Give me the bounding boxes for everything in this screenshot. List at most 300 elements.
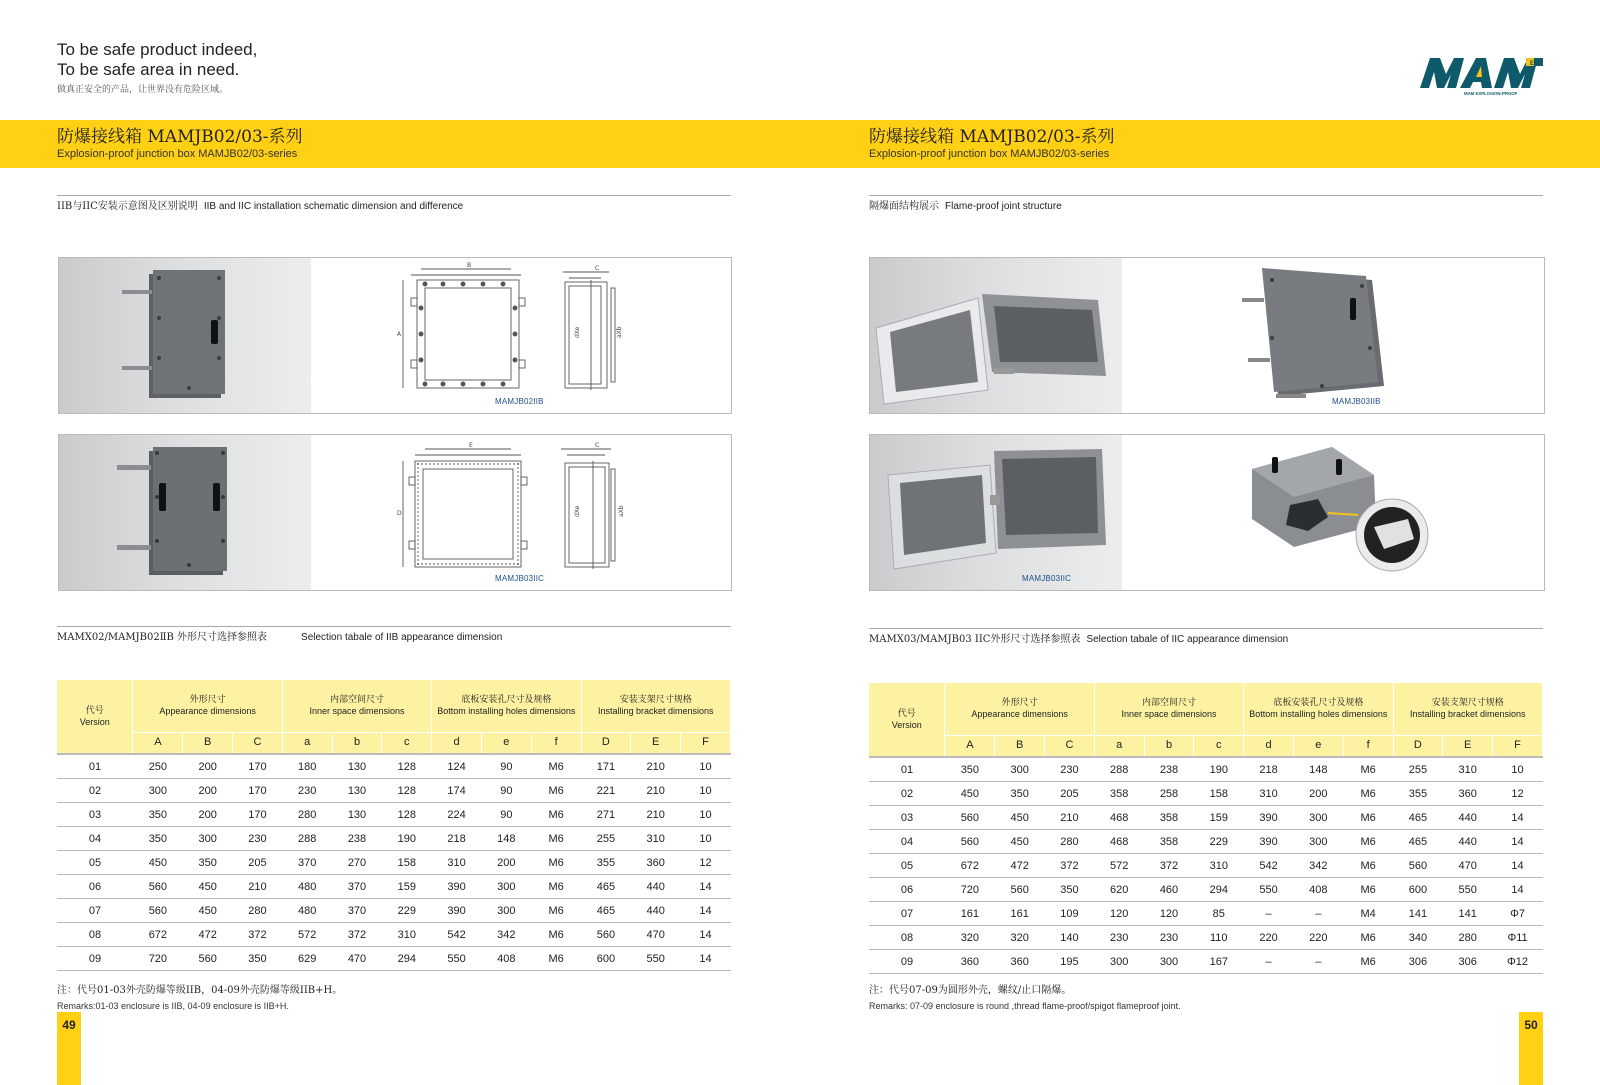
table-cell: 14 — [1493, 830, 1543, 854]
table-cell: 310 — [631, 827, 681, 851]
table-row — [57, 851, 731, 875]
table-cell: 440 — [1443, 806, 1493, 830]
table-cell: M6 — [1343, 950, 1393, 974]
column-header: a — [282, 732, 332, 754]
figure-mamjb03-iib — [869, 257, 1545, 414]
column-header: E — [1443, 735, 1493, 757]
table-cell: 306 — [1393, 950, 1443, 974]
table-cell: Φ11 — [1493, 926, 1543, 950]
left-remark-en: Remarks:01-03 enclosure is IIB, 04-09 enclosure is IIB+H. — [57, 1001, 289, 1011]
table-cell: 342 — [481, 923, 531, 947]
svg-text:MAM EXPLOSION-PROOF: MAM EXPLOSION-PROOF — [1464, 91, 1518, 96]
dim-label-axb2: aXb — [618, 505, 625, 517]
table-cell: 672 — [133, 923, 183, 947]
table-row — [869, 806, 1543, 830]
left-section-en: IIB and IIC installation schematic dimension and difference — [203, 201, 464, 212]
table-cell: 480 — [282, 899, 332, 923]
table-cell: M6 — [531, 923, 581, 947]
table-cell: 310 — [1443, 757, 1493, 782]
dim-label-a: A — [397, 331, 402, 338]
table-cell: 230 — [1144, 926, 1194, 950]
table-cell: 572 — [282, 923, 332, 947]
photo-junction-box-iic — [59, 435, 311, 590]
right-title-en: Explosion-proof junction box MAMJB02/03-series — [869, 148, 1110, 160]
render-box-iic-cutaway — [1122, 435, 1544, 590]
table-cell: 465 — [581, 899, 631, 923]
table-cell: 560 — [945, 830, 995, 854]
table-cell: M6 — [531, 875, 581, 899]
table-cell: 320 — [995, 926, 1045, 950]
table-cell: 271 — [581, 803, 631, 827]
table-cell: 159 — [382, 875, 432, 899]
table-cell: 450 — [183, 899, 233, 923]
table-cell: M6 — [531, 779, 581, 803]
table-cell: 310 — [382, 923, 432, 947]
slogan-line-2: To be safe area in need. — [57, 60, 240, 79]
table-cell: 148 — [1293, 757, 1343, 782]
table-cell: 465 — [1393, 830, 1443, 854]
table-cell: 229 — [1194, 830, 1244, 854]
table-cell: 300 — [1293, 806, 1343, 830]
table-row — [57, 899, 731, 923]
table-cell: 210 — [631, 803, 681, 827]
table-cell: 372 — [1144, 854, 1194, 878]
table-cell: – — [1293, 950, 1343, 974]
table-cell: 128 — [382, 754, 432, 779]
right-page-number: 50 — [1519, 1012, 1543, 1085]
table-cell: 470 — [631, 923, 681, 947]
right-table-title-en: Selection tabale of IIC appearance dimension — [1086, 634, 1289, 645]
table-cell: 620 — [1094, 878, 1144, 902]
table-cell: 09 — [57, 947, 133, 971]
table-cell: M6 — [531, 827, 581, 851]
table-cell: 550 — [1244, 878, 1294, 902]
table-cell: 170 — [233, 754, 283, 779]
table-row — [57, 827, 731, 851]
left-page-number: 49 — [57, 1012, 81, 1085]
table-cell: 288 — [282, 827, 332, 851]
table-cell: 358 — [1144, 806, 1194, 830]
table-cell: 10 — [681, 827, 731, 851]
table-cell: 440 — [1443, 830, 1493, 854]
table-cell: 300 — [183, 827, 233, 851]
table-cell: 355 — [1393, 782, 1443, 806]
left-title-en: Explosion-proof junction box MAMJB02/03-series — [57, 148, 298, 160]
table-cell: M6 — [1343, 782, 1393, 806]
table-row — [57, 779, 731, 803]
table-cell: M6 — [1343, 926, 1393, 950]
left-table-title-en: Selection tabale of IIB appearance dimension — [301, 632, 503, 643]
table-cell: 300 — [1293, 830, 1343, 854]
table-cell: 340 — [1393, 926, 1443, 950]
table-cell: 560 — [945, 806, 995, 830]
column-header: D — [1393, 735, 1443, 757]
table-cell: 210 — [233, 875, 283, 899]
column-header: e — [1293, 735, 1343, 757]
header-holes: 底板安装孔尺寸及规格 Bottom installing holes dimensions — [432, 680, 581, 732]
table-cell: 450 — [133, 851, 183, 875]
table-cell: 190 — [382, 827, 432, 851]
table-cell: 141 — [1393, 902, 1443, 926]
table-cell: 158 — [382, 851, 432, 875]
table-cell: 04 — [57, 827, 133, 851]
table-cell: 372 — [1045, 854, 1095, 878]
table-cell: 04 — [869, 830, 945, 854]
table-cell: 450 — [995, 830, 1045, 854]
header-inner: 内部空间尺寸 Inner space dimensions — [282, 680, 431, 732]
table-cell: 550 — [631, 947, 681, 971]
right-remarks — [869, 983, 1181, 1013]
table-cell: M6 — [1343, 757, 1393, 782]
table-cell: 550 — [1443, 878, 1493, 902]
table-row — [869, 757, 1543, 782]
table-cell: – — [1244, 902, 1294, 926]
table-cell: 560 — [1393, 854, 1443, 878]
table-cell: 480 — [282, 875, 332, 899]
table-cell: 130 — [332, 754, 382, 779]
slogan — [57, 40, 257, 95]
table-cell: 465 — [1393, 806, 1443, 830]
table-cell: 12 — [681, 851, 731, 875]
table-cell: 02 — [869, 782, 945, 806]
table-cell: 07 — [57, 899, 133, 923]
table-row — [57, 803, 731, 827]
figure-mamjb02-iib — [58, 257, 732, 414]
dim-label-dxe: dXe — [574, 326, 581, 338]
table-cell: 14 — [1493, 878, 1543, 902]
figure-mamjb03-iic-right — [869, 434, 1545, 591]
table-cell: 128 — [382, 779, 432, 803]
table-row — [869, 854, 1543, 878]
table-row — [869, 950, 1543, 974]
table-cell: – — [1293, 902, 1343, 926]
table-cell: 350 — [995, 782, 1045, 806]
table-cell: 300 — [1144, 950, 1194, 974]
right-title-cn: 防爆接线箱 MAMJB02/03-系列 — [869, 127, 1115, 147]
table-cell: 130 — [332, 803, 382, 827]
table-cell: 90 — [481, 803, 531, 827]
table-cell: 14 — [1493, 806, 1543, 830]
table-cell: 03 — [57, 803, 133, 827]
column-header: B — [183, 732, 233, 754]
table-cell: 120 — [1144, 902, 1194, 926]
column-header: A — [133, 732, 183, 754]
left-title-cn: 防爆接线箱 MAMJB02/03-系列 — [57, 127, 303, 147]
table-cell: 229 — [382, 899, 432, 923]
table-row — [869, 902, 1543, 926]
table-cell: 310 — [1194, 854, 1244, 878]
table-cell: 550 — [432, 947, 482, 971]
table-row — [869, 782, 1543, 806]
column-header: D — [581, 732, 631, 754]
table-cell: 390 — [432, 899, 482, 923]
header-inner: 内部空间尺寸 Inner space dimensions — [1094, 683, 1243, 735]
column-header: c — [382, 732, 432, 754]
table-cell: M6 — [531, 803, 581, 827]
table-cell: 220 — [1293, 926, 1343, 950]
table-cell: 350 — [945, 757, 995, 782]
table-cell: 720 — [945, 878, 995, 902]
table-cell: 14 — [681, 899, 731, 923]
dim-label-axb: aXb — [616, 326, 623, 338]
table-cell: M6 — [1343, 878, 1393, 902]
table-cell: 300 — [995, 757, 1045, 782]
table-cell: 10 — [681, 754, 731, 779]
table-cell: M6 — [531, 947, 581, 971]
table-cell: 171 — [581, 754, 631, 779]
photo-junction-box-iib — [59, 258, 311, 413]
table-cell: 90 — [481, 779, 531, 803]
header-appearance: 外形尺寸 Appearance dimensions — [945, 683, 1094, 735]
table-cell: 230 — [1094, 926, 1144, 950]
table-cell: 360 — [1443, 782, 1493, 806]
table-cell: 342 — [1293, 854, 1343, 878]
table-cell: 355 — [581, 851, 631, 875]
table-cell: 450 — [945, 782, 995, 806]
table-cell: 205 — [233, 851, 283, 875]
column-header: E — [631, 732, 681, 754]
caption-mamjb02-iib: MAMJB02IIB — [495, 397, 544, 406]
table-cell: 320 — [945, 926, 995, 950]
table-cell: 220 — [1244, 926, 1294, 950]
table-cell: 255 — [581, 827, 631, 851]
drawing-mamjb02-iib — [311, 258, 731, 413]
table-cell: 07 — [869, 902, 945, 926]
right-dimension-table — [869, 683, 1543, 974]
column-header: c — [1194, 735, 1244, 757]
column-header: B — [995, 735, 1045, 757]
table-cell: 12 — [1493, 782, 1543, 806]
table-cell: 14 — [1493, 854, 1543, 878]
left-page-title — [57, 126, 303, 161]
caption-mamjb03-iic: MAMJB03IIC — [495, 574, 545, 583]
table-cell: 300 — [1094, 950, 1144, 974]
column-header: f — [1343, 735, 1393, 757]
table-cell: 390 — [432, 875, 482, 899]
table-cell: 542 — [1244, 854, 1294, 878]
table-cell: 310 — [432, 851, 482, 875]
table-cell: 280 — [233, 899, 283, 923]
table-cell: 560 — [183, 947, 233, 971]
table-cell: 230 — [282, 779, 332, 803]
header-bracket: 安装支架尺寸规格 Installing bracket dimensions — [581, 680, 730, 732]
column-header: e — [481, 732, 531, 754]
table-cell: 468 — [1094, 830, 1144, 854]
column-header: a — [1094, 735, 1144, 757]
table-row — [57, 947, 731, 971]
dim-label-c: C — [595, 265, 600, 272]
table-cell: 350 — [133, 803, 183, 827]
slogan-line-1: To be safe product indeed, — [57, 40, 258, 59]
right-table-title-cn: MAMX03/MAMJB03 IIC外形尺寸选择参照表 — [869, 634, 1081, 645]
table-cell: M6 — [1343, 830, 1393, 854]
right-section-flameproof — [869, 195, 1543, 216]
table-cell: 294 — [382, 947, 432, 971]
column-header: A — [945, 735, 995, 757]
table-cell: 170 — [233, 779, 283, 803]
table-cell: 672 — [945, 854, 995, 878]
table-row — [869, 878, 1543, 902]
table-cell: 140 — [1045, 926, 1095, 950]
table-cell: 120 — [1094, 902, 1144, 926]
table-cell: 01 — [869, 757, 945, 782]
table-cell: 370 — [282, 851, 332, 875]
table-cell: 238 — [332, 827, 382, 851]
table-cell: 224 — [432, 803, 482, 827]
table-cell: 148 — [481, 827, 531, 851]
photo-open-box-iic — [870, 435, 1122, 590]
column-header: C — [233, 732, 283, 754]
left-section-cn: IIB与IIC安装示意图及区别说明 — [57, 201, 198, 212]
table-cell: 360 — [945, 950, 995, 974]
header-version: 代号 Version — [869, 683, 945, 757]
table-cell: 310 — [1244, 782, 1294, 806]
table-cell: 358 — [1144, 830, 1194, 854]
column-header: f — [531, 732, 581, 754]
left-section-installation — [57, 195, 731, 216]
table-cell: 230 — [233, 827, 283, 851]
table-cell: 200 — [481, 851, 531, 875]
table-cell: 190 — [1194, 757, 1244, 782]
table-row — [57, 923, 731, 947]
slogan-chinese: 做真正安全的产品，让世界没有危险区域。 — [57, 85, 229, 95]
table-cell: 350 — [1045, 878, 1095, 902]
right-remark-en: Remarks: 07-09 enclosure is round ,thread flame-proof/spigot flameproof joint. — [869, 1001, 1181, 1011]
left-table-title-cn: MAMX02/MAMJB02ⅡB 外形尺寸选择参照表 — [57, 632, 268, 643]
table-cell: 161 — [995, 902, 1045, 926]
table-cell: 600 — [1393, 878, 1443, 902]
table-row — [57, 875, 731, 899]
caption-mamjb03-iic-right: MAMJB03IIC — [1022, 574, 1072, 583]
table-cell: 218 — [1244, 757, 1294, 782]
table-cell: – — [1244, 950, 1294, 974]
table-cell: 350 — [183, 851, 233, 875]
header-version: 代号 Version — [57, 680, 133, 754]
table-cell: 238 — [1144, 757, 1194, 782]
column-header: F — [1493, 735, 1543, 757]
render-box-iib — [1122, 258, 1544, 413]
table-cell: 10 — [681, 779, 731, 803]
table-cell: 01 — [57, 754, 133, 779]
table-cell: M6 — [531, 899, 581, 923]
table-row — [57, 754, 731, 779]
table-cell: 128 — [382, 803, 432, 827]
table-cell: 200 — [1293, 782, 1343, 806]
table-cell: 470 — [1443, 854, 1493, 878]
table-cell: 14 — [681, 947, 731, 971]
table-cell: 468 — [1094, 806, 1144, 830]
table-cell: 560 — [133, 875, 183, 899]
table-cell: M6 — [531, 851, 581, 875]
table-cell: 360 — [631, 851, 681, 875]
table-cell: 408 — [481, 947, 531, 971]
table-cell: 720 — [133, 947, 183, 971]
table-cell: 14 — [681, 923, 731, 947]
photo-open-box-iib — [870, 258, 1122, 413]
left-dimension-table — [57, 680, 731, 971]
caption-mamjb03-iib: MAMJB03IIB — [1332, 397, 1381, 406]
table-cell: 124 — [432, 754, 482, 779]
table-row — [869, 830, 1543, 854]
table-cell: 390 — [1244, 830, 1294, 854]
right-remark-cn: 注：代号07-09为圆形外壳，螺纹/止口隔爆。 — [869, 985, 1072, 996]
right-table-title — [869, 628, 1543, 649]
table-cell: 372 — [233, 923, 283, 947]
table-cell: 174 — [432, 779, 482, 803]
table-cell: 230 — [1045, 757, 1095, 782]
table-cell: 167 — [1194, 950, 1244, 974]
table-cell: 358 — [1094, 782, 1144, 806]
table-cell: 06 — [57, 875, 133, 899]
drawing-mamjb03-iic — [311, 435, 731, 590]
table-cell: 110 — [1194, 926, 1244, 950]
table-row — [869, 926, 1543, 950]
table-cell: M6 — [1343, 806, 1393, 830]
column-header: d — [432, 732, 482, 754]
table-cell: 350 — [233, 947, 283, 971]
table-cell: 170 — [233, 803, 283, 827]
table-cell: M6 — [1343, 854, 1393, 878]
table-cell: 250 — [133, 754, 183, 779]
table-cell: 08 — [869, 926, 945, 950]
mam-logo-icon — [1416, 54, 1548, 98]
table-cell: 472 — [183, 923, 233, 947]
column-header: d — [1244, 735, 1294, 757]
table-cell: 294 — [1194, 878, 1244, 902]
left-remarks — [57, 983, 342, 1013]
table-cell: 408 — [1293, 878, 1343, 902]
column-header: b — [1144, 735, 1194, 757]
dim-label-e: E — [469, 442, 473, 449]
table-cell: 370 — [332, 875, 382, 899]
header-appearance: 外形尺寸 Appearance dimensions — [133, 680, 282, 732]
table-cell: 06 — [869, 878, 945, 902]
table-cell: 130 — [332, 779, 382, 803]
header-holes: 底板安装孔尺寸及规格 Bottom installing holes dimensions — [1244, 683, 1393, 735]
right-section-en: Flame-proof joint structure — [945, 201, 1062, 212]
table-cell: 440 — [631, 875, 681, 899]
table-cell: 560 — [133, 899, 183, 923]
table-cell: 306 — [1443, 950, 1493, 974]
column-header: F — [681, 732, 731, 754]
table-cell: M4 — [1343, 902, 1393, 926]
table-cell: 600 — [581, 947, 631, 971]
table-cell: 85 — [1194, 902, 1244, 926]
table-cell: 450 — [183, 875, 233, 899]
table-cell: 218 — [432, 827, 482, 851]
dim-label-d: D — [397, 510, 402, 517]
table-cell: 195 — [1045, 950, 1095, 974]
table-cell: 200 — [183, 754, 233, 779]
table-cell: 200 — [183, 803, 233, 827]
table-cell: 05 — [869, 854, 945, 878]
table-cell: 372 — [332, 923, 382, 947]
table-cell: Φ12 — [1493, 950, 1543, 974]
table-cell: 09 — [869, 950, 945, 974]
figure-mamjb03-iic-left — [58, 434, 732, 591]
table-cell: 560 — [581, 923, 631, 947]
table-cell: 10 — [1493, 757, 1543, 782]
table-cell: 390 — [1244, 806, 1294, 830]
column-header: b — [332, 732, 382, 754]
dim-label-b: B — [467, 262, 472, 269]
header-bracket: 安装支架尺寸规格 Installing bracket dimensions — [1393, 683, 1542, 735]
table-cell: 300 — [133, 779, 183, 803]
dim-label-dxe2: dXe — [574, 505, 581, 517]
table-cell: 210 — [1045, 806, 1095, 830]
table-cell: 109 — [1045, 902, 1095, 926]
mam-logo — [1416, 54, 1548, 98]
